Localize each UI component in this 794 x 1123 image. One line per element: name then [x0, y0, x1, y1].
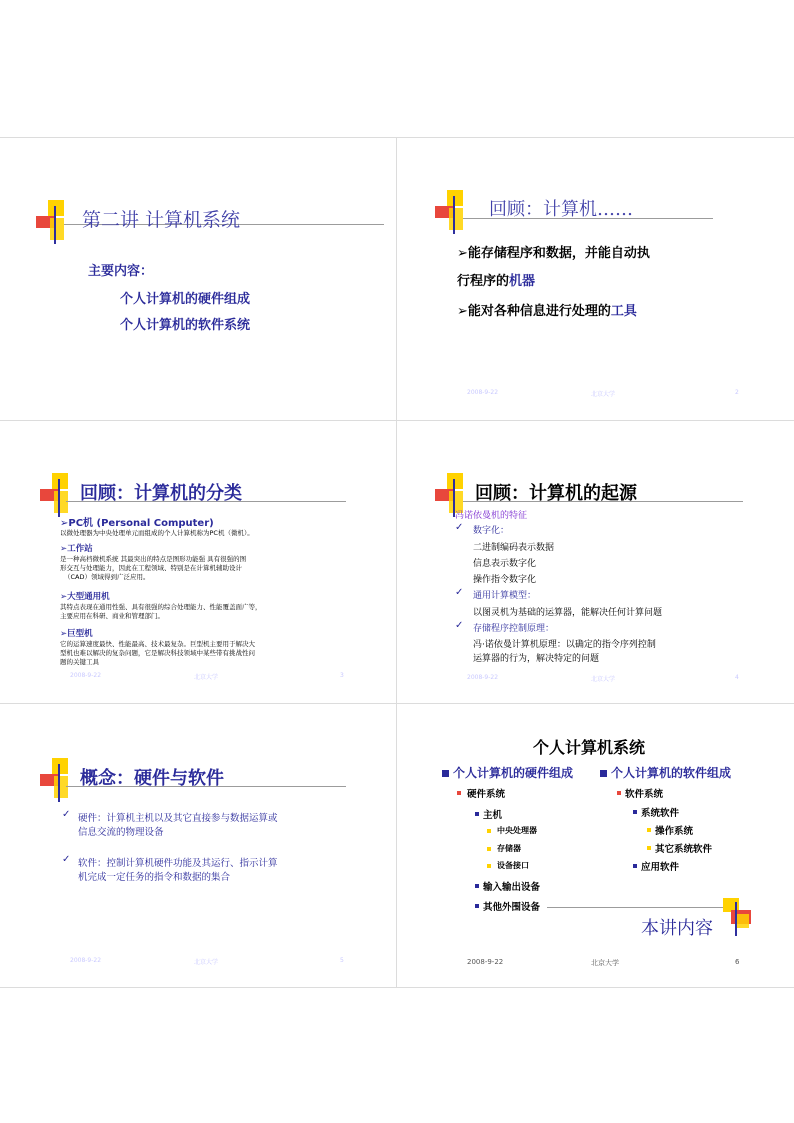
footer-page: 2 — [735, 389, 739, 396]
section-text: 是一种高档微机系统 其最突出的特点是图形功能强 具有很强的图 — [60, 555, 247, 563]
footer-date: 2008-9-22 — [70, 957, 102, 964]
section-heading: ➢工作站 — [60, 544, 93, 554]
hw-heading: 个人计算机的硬件组成 — [453, 766, 574, 780]
check-icon: ✓ — [62, 809, 71, 820]
slide-deco-icon — [34, 200, 74, 244]
page-title: 回顾：计算机…… — [489, 199, 633, 220]
bullet-square-icon — [600, 770, 607, 777]
section-text: 题的关键工具 — [60, 658, 99, 666]
tree-item: 其他外围设备 — [483, 902, 541, 913]
bullet-red-icon — [457, 791, 461, 795]
section-text: 其特点表现在通用性强、具有很强的综合处理能力、性能覆盖面广等， — [60, 603, 262, 611]
footer-org: 北京大学 — [194, 959, 219, 966]
footer-page: 5 — [340, 957, 344, 964]
slide-deco-icon — [433, 190, 473, 234]
section-heading: ➢大型通用机 — [60, 592, 110, 602]
footer-date: 2008-9-22 — [70, 672, 102, 679]
group-label: 数字化： — [473, 526, 510, 536]
bullet-yellow-icon — [487, 829, 491, 833]
slide-6 — [397, 704, 794, 987]
tree-item: 中央处理器 — [497, 826, 537, 835]
section-heading: ➢巨型机 — [60, 629, 93, 639]
point-text: 行程序的 — [457, 274, 510, 289]
tree-item: 其它系统软件 — [655, 844, 713, 855]
group-line: 运算器的行为，解决特定的问题 — [473, 654, 600, 664]
group-label: 存储程序控制原理： — [473, 624, 555, 634]
slide-3 — [0, 421, 396, 703]
bullet-yellow-icon — [487, 847, 491, 851]
section-text: 主要应用在科研、商业和管理部门。 — [60, 612, 164, 620]
page-title: 第二讲 计算机系统 — [82, 209, 241, 231]
group-line: 操作指令数字化 — [473, 575, 537, 585]
bullet-yellow-icon — [647, 828, 651, 832]
section-text: 形交互与处理能力，因此在工程领域、特别是在计算机辅助设计 — [60, 564, 242, 572]
page-title: 个人计算机系统 — [533, 738, 646, 757]
slide-deco-icon — [715, 894, 755, 938]
tree-item: 操作系统 — [655, 826, 694, 837]
sw-heading: 个人计算机的软件组成 — [611, 766, 732, 780]
page-title: 回顾：计算机的起源 — [475, 483, 637, 504]
check-icon: ✓ — [455, 522, 464, 533]
page-title: 回顾：计算机的分类 — [80, 483, 242, 504]
section-header: 冯诺依曼机的特征 — [455, 511, 528, 521]
footer-date: 2008-9-22 — [467, 389, 499, 396]
subtitle: 主要内容： — [88, 264, 154, 279]
item-line: 信息交流的物理设备 — [78, 827, 164, 838]
bullet-square-icon — [442, 770, 449, 777]
slide-2 — [397, 138, 794, 420]
group-line: 二进制编码表示数据 — [473, 543, 555, 553]
item-line: 软件：控制计算机硬件功能及其运行、指示计算 — [78, 858, 278, 869]
point-line — [457, 300, 637, 319]
footer-org: 北京大学 — [194, 674, 219, 681]
bullet-blue-icon — [475, 812, 479, 816]
section-text: 以微处理器为中央处理单元而组成的个人计算机称为PC机（微机）。 — [60, 529, 254, 537]
tree-item: 应用软件 — [641, 862, 680, 873]
point-keyword: 工具 — [610, 304, 637, 319]
point-line — [457, 242, 650, 261]
slide-deco-icon — [38, 758, 78, 802]
footer-org: 北京大学 — [591, 391, 616, 398]
point-text: ➢能存储程序和数据，并能自动执 — [457, 246, 650, 261]
bullet-red-icon — [617, 791, 621, 795]
bullet-blue-icon — [633, 810, 637, 814]
page-title: 概念：硬件与软件 — [80, 768, 224, 789]
group-line: 信息表示数字化 — [473, 559, 537, 569]
group-line: 以图灵机为基础的运算器，能解决任何计算问题 — [473, 608, 663, 618]
section-text: （CAD）领域得到广泛应用。 — [64, 573, 150, 581]
tree-item: 软件系统 — [625, 789, 664, 800]
check-icon: ✓ — [455, 587, 464, 598]
check-icon: ✓ — [455, 620, 464, 631]
tree-item: 存储器 — [497, 844, 521, 853]
footer-org: 北京大学 — [591, 959, 619, 967]
slide-deco-icon — [38, 473, 78, 517]
item-line: 机完成一定任务的指令和数据的集合 — [78, 872, 231, 883]
bullet-yellow-icon — [487, 864, 491, 868]
slide-5 — [0, 704, 396, 987]
bullet-blue-icon — [475, 904, 479, 908]
footer-page: 3 — [340, 672, 344, 679]
footer-date: 2008-9-22 — [467, 674, 499, 681]
tree-item: 硬件系统 — [467, 789, 506, 800]
content-item: 个人计算机的硬件组成 — [120, 292, 251, 307]
bullet-blue-icon — [475, 884, 479, 888]
point-text: ➢能对各种信息进行处理的 — [457, 304, 611, 319]
item-line: 硬件：计算机主机以及其它直接参与数据运算或 — [78, 813, 278, 824]
corner-label: 本讲内容 — [641, 918, 713, 939]
footer-page: 4 — [735, 674, 739, 681]
slide-4 — [397, 421, 794, 703]
slide-1 — [0, 138, 396, 420]
bullet-blue-icon — [633, 864, 637, 868]
point-keyword: 机器 — [509, 274, 536, 289]
tree-item: 系统软件 — [641, 808, 680, 819]
point-line — [457, 270, 535, 289]
section-text: 它的运算速度最快、性能最高、技术最复杂。巨型机主要用于解决大 — [60, 640, 255, 648]
footer-page: 6 — [735, 958, 740, 966]
tree-item: 输入输出设备 — [483, 882, 541, 893]
tree-item: 设备接口 — [497, 861, 529, 870]
tree-item: 主机 — [483, 810, 503, 821]
footer-org: 北京大学 — [591, 676, 616, 683]
bullet-yellow-icon — [647, 846, 651, 850]
section-text: 型机也难以解决的复杂问题，它是解决科技领域中某些带有挑战性问 — [60, 649, 255, 657]
group-label: 通用计算模型： — [473, 591, 537, 601]
content-item: 个人计算机的软件系统 — [120, 318, 251, 333]
group-line: 冯·诺依曼计算机原理：以确定的指令序列控制 — [473, 640, 656, 650]
section-heading: ➢PC机 (Personal Computer) — [60, 518, 214, 529]
check-icon: ✓ — [62, 854, 71, 865]
footer-date: 2008-9-22 — [467, 958, 504, 966]
